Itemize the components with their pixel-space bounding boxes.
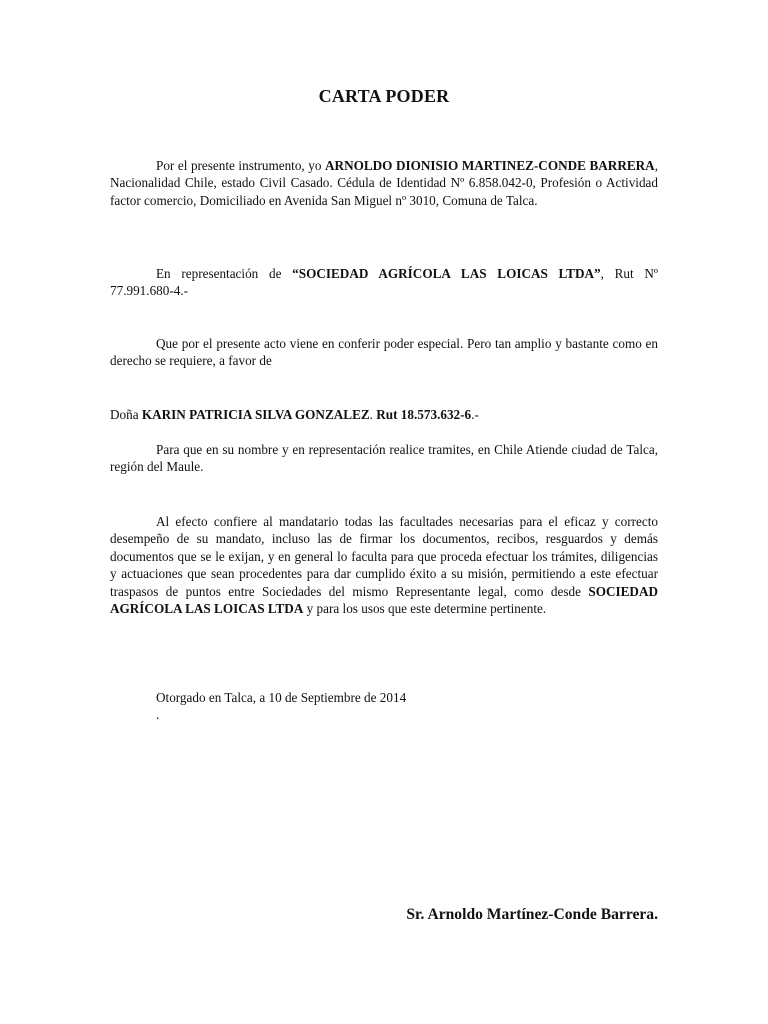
company-name: “SOCIEDAD AGRÍCOLA LAS LOICAS LTDA” — [292, 266, 601, 281]
paragraph-representation — [110, 265, 658, 300]
paragraph-faculties — [110, 513, 658, 617]
paragraph-attorney — [110, 406, 479, 423]
company-rut-text: , Rut Nº 77.991.680-4.- — [110, 266, 659, 299]
attorney-rut: Rut 18.573.632-6 — [376, 407, 472, 422]
grantor-intro-text: Por el presente instrumento, yo — [156, 158, 326, 173]
paragraph-purpose — [110, 441, 658, 476]
paragraph-power-grant — [110, 335, 658, 370]
purpose-text: Para que en su nombre y en representación realice tramites, en Chile Atiende ciudad de Talca, región del Maule. — [110, 442, 658, 475]
faculties-text: Al efecto confiere al mandatario todas las facultades necesarias para el eficaz y correcto desempeño de su mandato, incluso las de firmar los documentos, recibos, resguardos y demás documentos que se le exijan, y en general lo faculta para que proceda efectuar los trámites, diligencias y actuaciones que sean procedentes para dar cumplido éxito a su misión, permitiendo a este efectuar traspasos de puntos entre Sociedades del mismo Representante legal, como desde — [110, 514, 658, 599]
attorney-suffix: .- — [471, 407, 479, 422]
signature-name: Sr. Arnoldo Martínez-Conde Barrera. — [406, 906, 658, 923]
attorney-prefix: Doña — [110, 407, 142, 422]
date-line-dot: . — [156, 707, 160, 722]
grantor-name: ARNOLDO DIONISIO MARTINEZ-CONDE BARRERA — [325, 158, 655, 173]
grantor-details-text: , Nacionalidad Chile, estado Civil Casado. Cédula de Identidad Nº 6.858.042-0, Profesión o Actividad factor comercio, Domiciliado en Avenida San Miguel nº 3010, Comuna de Talca. — [110, 158, 658, 208]
date-line: Otorgado en Talca, a 10 de Septiembre de 2014 — [156, 690, 407, 705]
power-grant-text: Que por el presente acto viene en conferir poder especial. Pero tan amplio y bastante como en derecho se requiere, a favor de — [110, 336, 658, 369]
faculties-closing-text: y para los usos que este determine pertinente. — [303, 601, 547, 617]
representation-intro-text: En representación de — [156, 266, 293, 281]
faculties-company-name: SOCIEDAD AGRÍCOLA LAS LOICAS LTDA — [110, 583, 658, 617]
paragraph-grantor — [110, 157, 658, 209]
attorney-name: KARIN PATRICIA SILVA GONZALEZ — [141, 407, 370, 422]
document-title: CARTA PODER — [318, 86, 450, 106]
attorney-separator: . — [369, 407, 377, 422]
